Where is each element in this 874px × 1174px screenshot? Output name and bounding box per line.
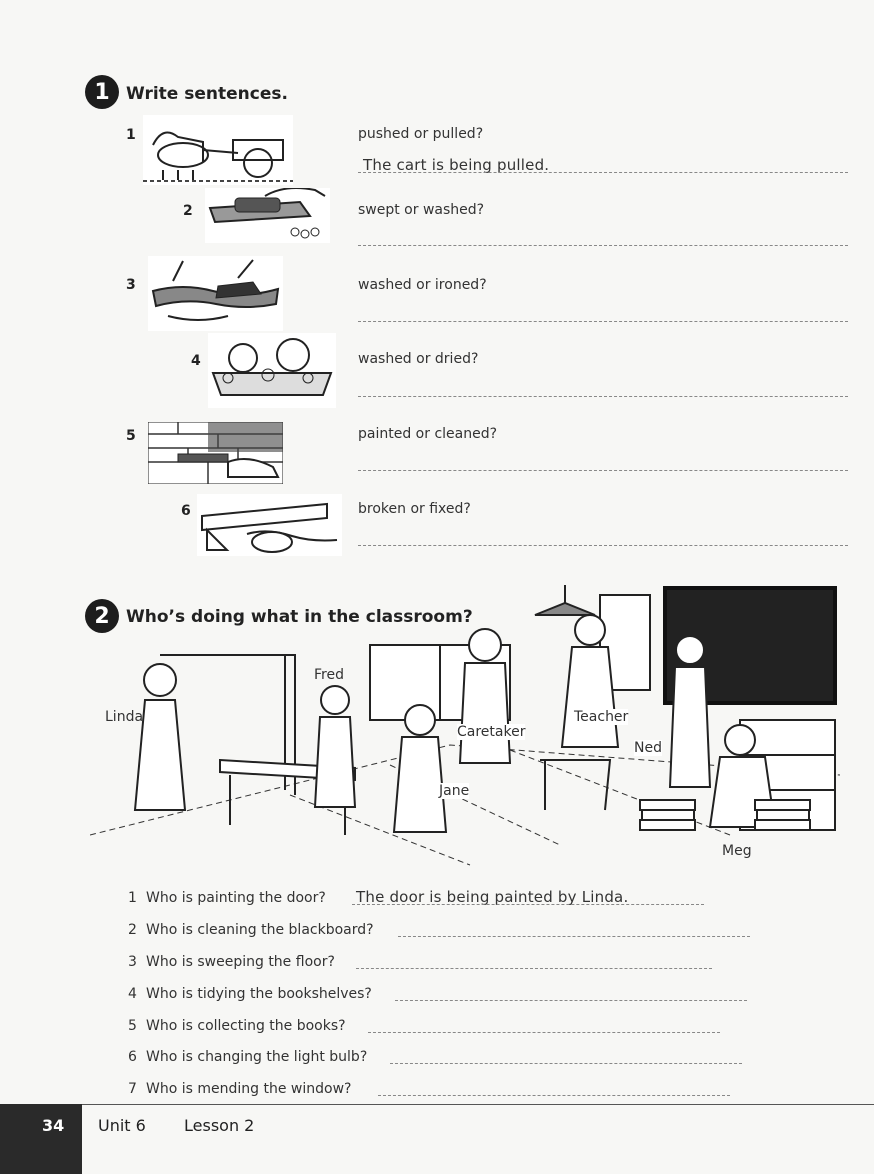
dishes-illustration — [208, 333, 336, 408]
item-1-number: 1 — [126, 127, 136, 143]
item-1-question: pushed or pulled? — [358, 126, 484, 142]
question-2-answer-line[interactable] — [398, 936, 750, 937]
exercise-1-title: Write sentences. — [126, 84, 288, 104]
question-3-number: 3 — [128, 954, 137, 970]
label-ned: Ned — [634, 740, 662, 756]
question-5-answer-line[interactable] — [368, 1032, 720, 1033]
item-2-question: swept or washed? — [358, 202, 485, 218]
item-1-answer-line[interactable] — [358, 172, 848, 173]
item-6-number: 6 — [181, 503, 191, 519]
question-6-text: Who is changing the light bulb? — [146, 1049, 368, 1065]
item-6-answer-line[interactable] — [358, 545, 848, 546]
exercise-2-badge: 2 — [85, 599, 119, 633]
item-3-answer-line[interactable] — [358, 321, 848, 322]
item-2-number: 2 — [183, 203, 193, 219]
question-5 — [128, 1018, 346, 1034]
question-4 — [128, 986, 372, 1002]
horse-cart-illustration — [143, 115, 293, 185]
question-3-text: Who is sweeping the floor? — [146, 954, 335, 970]
question-2-text: Who is cleaning the blackboard? — [146, 922, 374, 938]
item-6-question: broken or fixed? — [358, 501, 471, 517]
question-5-number: 5 — [128, 1018, 137, 1034]
question-1-answer: The door is being painted by Linda. — [356, 888, 629, 906]
item-5-question: painted or cleaned? — [358, 426, 498, 442]
item-5-number: 5 — [126, 428, 136, 444]
label-caretaker: Caretaker — [457, 724, 526, 740]
question-4-answer-line[interactable] — [395, 1000, 747, 1001]
footer-unit: Unit 6 — [98, 1116, 146, 1135]
question-1-text: Who is painting the door? — [146, 890, 326, 906]
item-4-question: washed or dried? — [358, 351, 479, 367]
question-7-answer-line[interactable] — [378, 1095, 730, 1096]
question-1-answer-line[interactable] — [352, 904, 704, 905]
question-3 — [128, 954, 335, 970]
painting-wall-illustration — [148, 422, 283, 484]
question-5-text: Who is collecting the books? — [146, 1018, 346, 1034]
label-linda: Linda — [105, 709, 144, 725]
question-1 — [128, 890, 326, 906]
question-6-number: 6 — [128, 1049, 137, 1065]
question-4-text: Who is tidying the bookshelves? — [146, 986, 372, 1002]
question-1-number: 1 — [128, 890, 137, 906]
question-6-answer-line[interactable] — [390, 1063, 742, 1064]
item-1-answer: The cart is being pulled. — [363, 156, 550, 174]
item-3-number: 3 — [126, 277, 136, 293]
item-5-answer-line[interactable] — [358, 470, 848, 471]
question-6 — [128, 1049, 367, 1065]
item-2-answer-line[interactable] — [358, 245, 848, 246]
question-4-number: 4 — [128, 986, 137, 1002]
label-fred: Fred — [314, 667, 344, 683]
question-7-number: 7 — [128, 1081, 137, 1097]
label-meg: Meg — [722, 843, 752, 859]
exercise-2-title: Who’s doing what in the classroom? — [126, 607, 473, 627]
exercise-1-badge: 1 — [85, 75, 119, 109]
item-4-answer-line[interactable] — [358, 396, 848, 397]
question-3-answer-line[interactable] — [356, 968, 712, 969]
footer-rule — [0, 1104, 874, 1105]
question-7 — [128, 1081, 351, 1097]
footer-lesson: Lesson 2 — [184, 1116, 255, 1135]
label-teacher: Teacher — [574, 709, 629, 725]
question-2-number: 2 — [128, 922, 137, 938]
ironing-illustration — [148, 256, 283, 331]
sweeping-brush-illustration — [205, 188, 330, 243]
shelf-fixing-illustration — [197, 494, 342, 556]
page-number: 34 — [42, 1116, 65, 1135]
label-jane: Jane — [439, 783, 470, 799]
item-4-number: 4 — [191, 353, 201, 369]
item-3-question: washed or ironed? — [358, 277, 487, 293]
footer-tab — [0, 1104, 82, 1174]
question-7-text: Who is mending the window? — [146, 1081, 352, 1097]
question-2 — [128, 922, 374, 938]
